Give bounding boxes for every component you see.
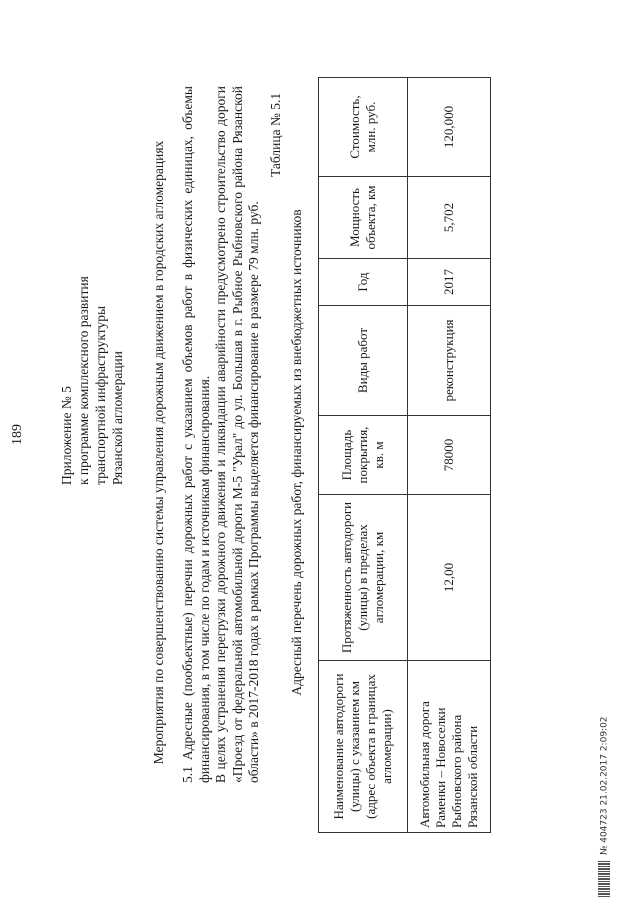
document-stamp bbox=[598, 716, 610, 897]
document-title: Мероприятия по совершенствованию системы управления дорожным движением в городских агломерациях bbox=[151, 140, 166, 765]
body-paragraph: В целях устранения перегрузки дорожного движения и ликвидации аварийности предусмотрено строительство дороги «Проезд от федеральной автомобильной дороги М-5 "Урал" до ул. Большая в г. Рыбное Рыбновского района Рязанской области» в 2017-2018 годах в рамках Программы выделяется финансирование в размере 79 млн. руб. bbox=[213, 86, 261, 783]
appendix-block bbox=[58, 276, 126, 485]
barcode-icon bbox=[598, 861, 610, 897]
cell-work-type: реконструкция bbox=[408, 306, 491, 416]
cell-capacity: 5,702 bbox=[408, 177, 491, 259]
cell-length: 12,00 bbox=[408, 495, 491, 661]
header-cost: Стоимость, млн. руб. bbox=[319, 78, 408, 177]
appendix-line-1: Приложение № 5 bbox=[59, 386, 74, 485]
cell-name: Автомобильная дорога Раменки – Новоселки Рыбновского района Рязанской области bbox=[408, 661, 491, 833]
section-paragraph: 5.1 Адресные (пообъектные) перечни дорожных работ с указанием объемов работ в физических единицах, объемы финансирования, в том числе по годам и источникам финансирования. bbox=[180, 86, 212, 783]
header-area: Площадь покрытия, кв. м bbox=[319, 416, 408, 495]
appendix-line-2: к программе комплексного развития bbox=[76, 276, 91, 485]
appendix-line-3: транспортной инфраструктуры bbox=[93, 305, 108, 485]
table-header-row bbox=[319, 78, 408, 833]
cell-year: 2017 bbox=[408, 259, 491, 306]
header-work-type: Виды работ bbox=[319, 306, 408, 416]
page-number: 189 bbox=[10, 424, 25, 445]
table-label: Таблица № 5.1 bbox=[268, 92, 283, 177]
cell-cost: 120,000 bbox=[408, 78, 491, 177]
header-capacity: Мощность объекта, км bbox=[319, 177, 408, 259]
stamp-text: № 404723 21.02.2017 2:09:02 bbox=[599, 716, 610, 855]
road-works-table bbox=[318, 77, 491, 833]
cell-area: 78000 bbox=[408, 416, 491, 495]
appendix-line-4: Рязанской агломерации bbox=[110, 351, 125, 485]
table-caption: Адресный перечень дорожных работ, финансируемых из внебюджетных источников bbox=[289, 209, 304, 696]
header-year: Год bbox=[319, 259, 408, 306]
header-name: Наименование автодороги (улицы) с указанием км (адрес объекта в границах агломерации) bbox=[319, 661, 408, 833]
header-length: Протяженность автодороги (улицы) в пределах агломерации, км bbox=[319, 495, 408, 661]
table-row bbox=[408, 78, 491, 833]
